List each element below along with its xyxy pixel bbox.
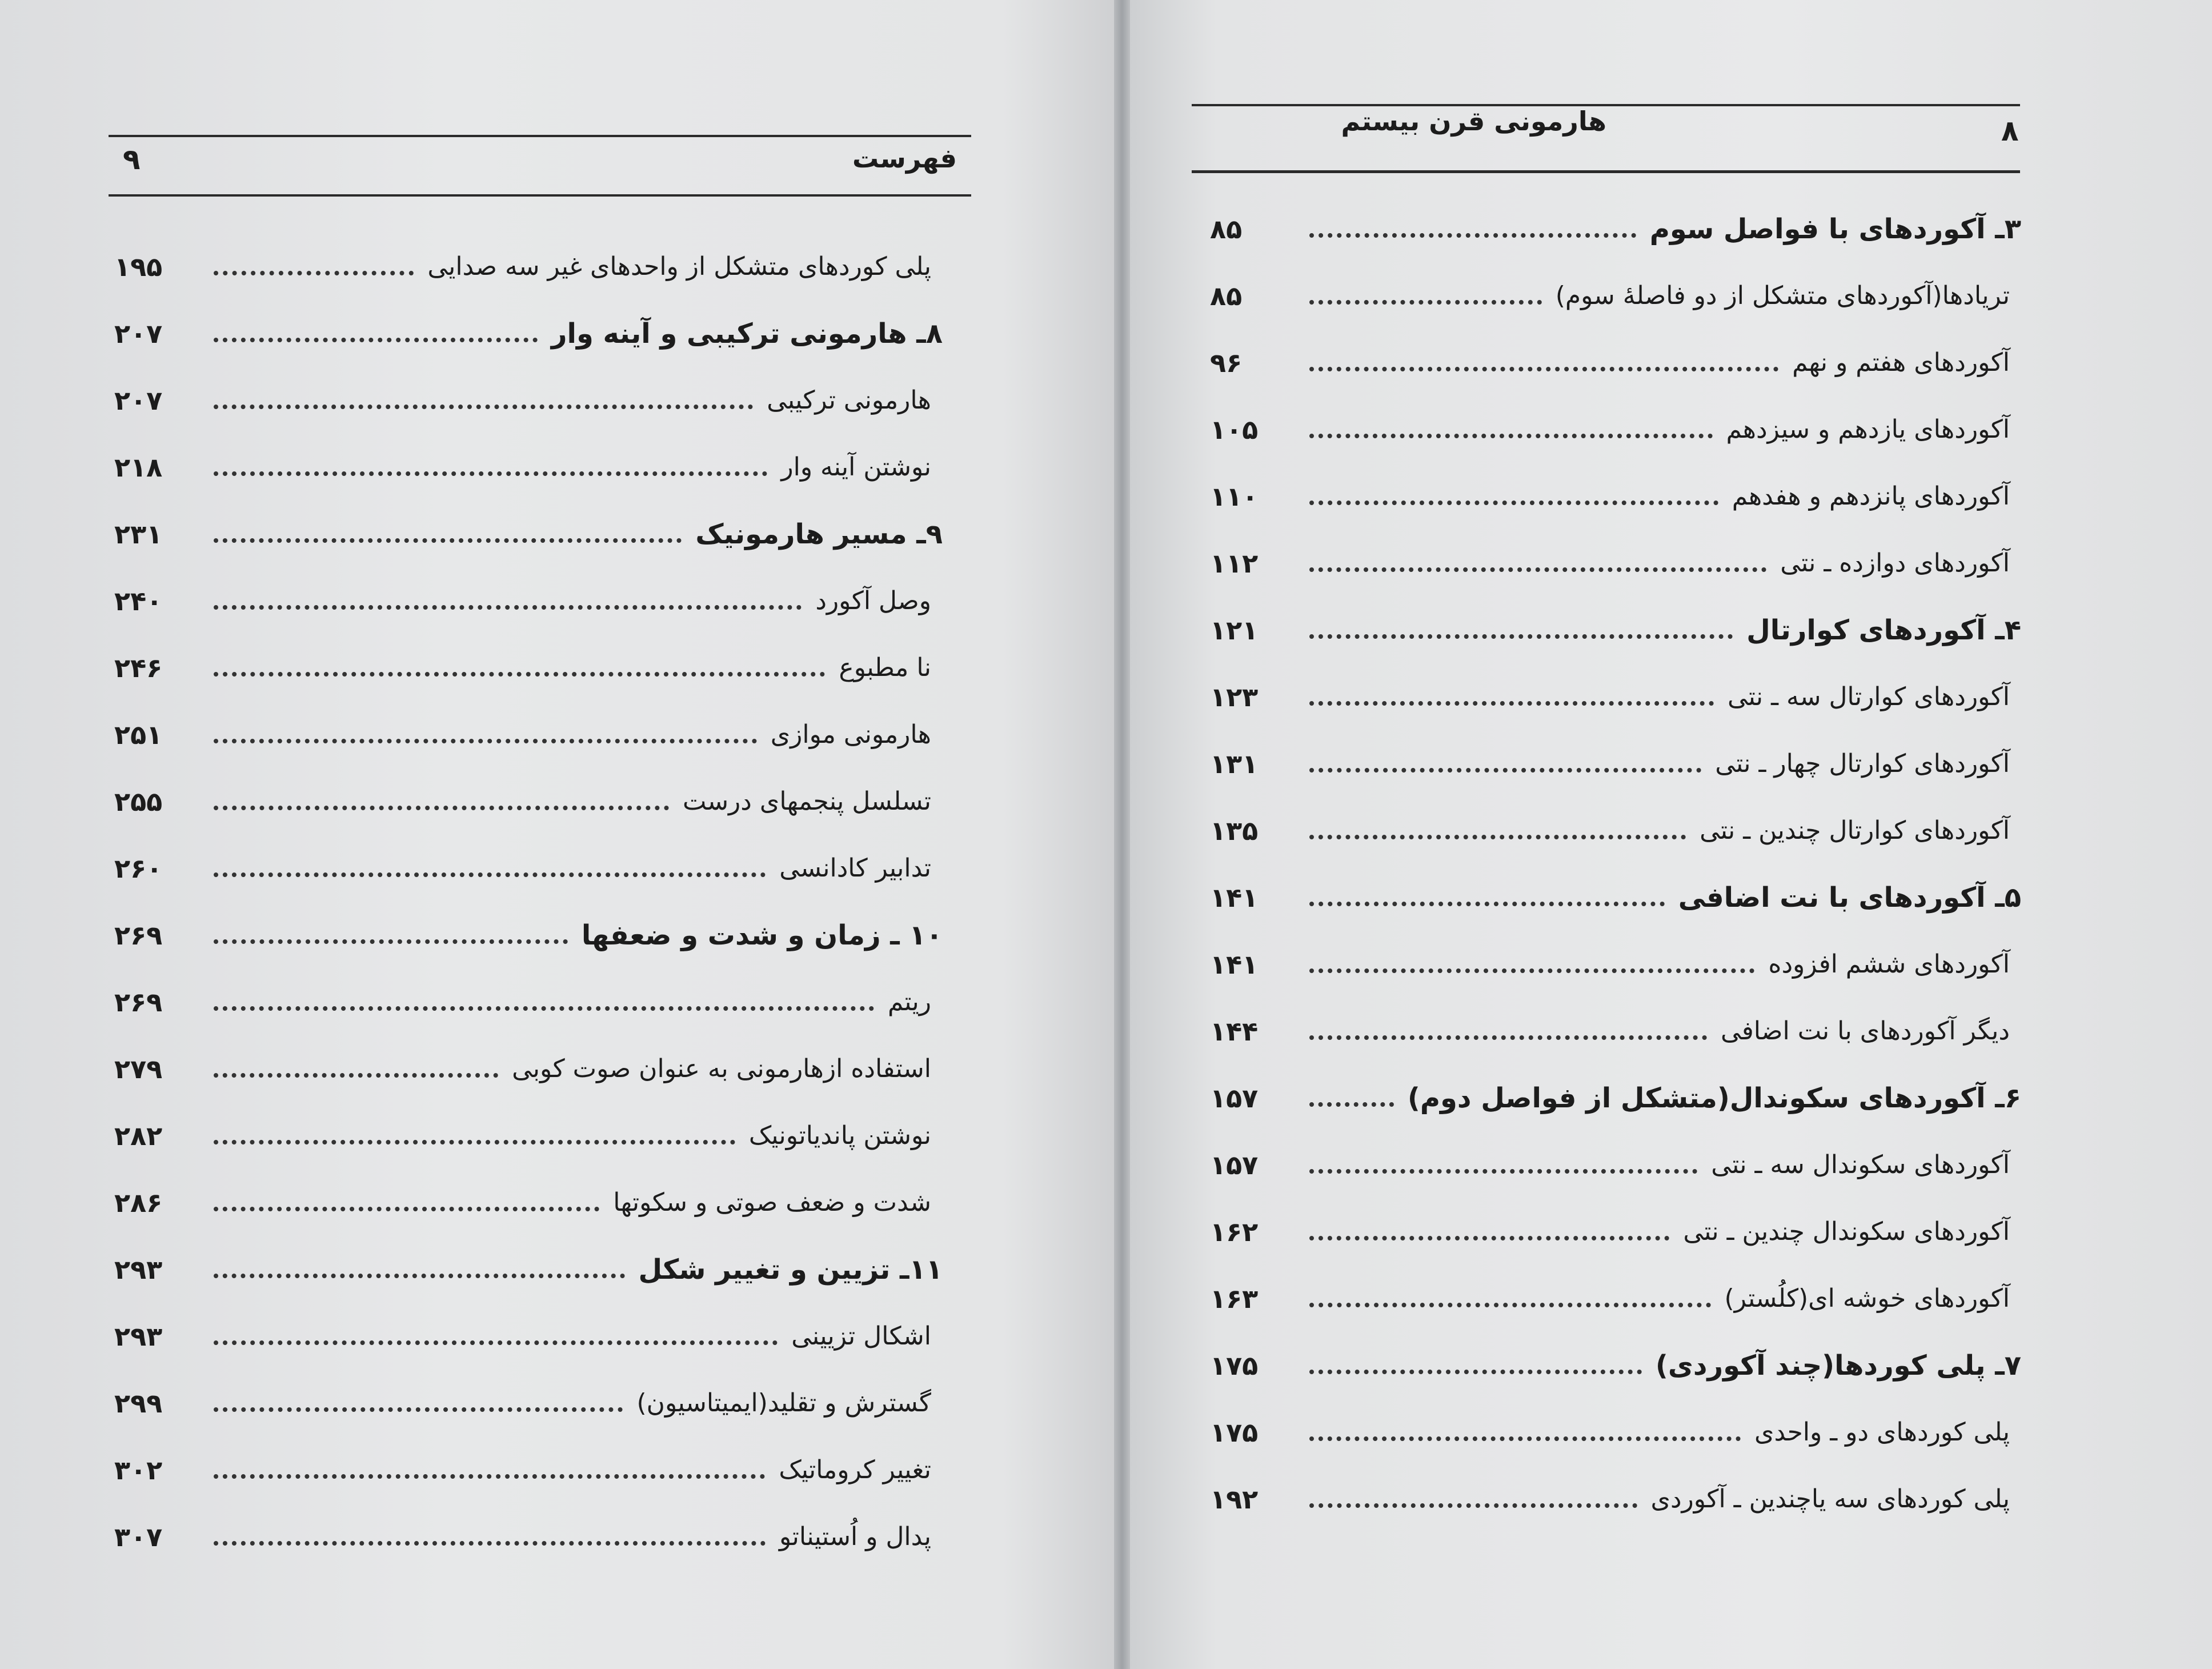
chapter-title: ۶ـ آکوردهای سکوندال(متشکل از فواصل دوم) — [1407, 1082, 2021, 1114]
section-title: آکوردهای ششم افزوده — [1768, 950, 2010, 979]
page-number-ref: ۲۳۱ — [114, 518, 163, 550]
page-number-ref: ۲۵۵ — [114, 786, 163, 817]
dot-leader — [1309, 1370, 1642, 1374]
dot-leader — [1309, 968, 1754, 973]
toc-entry — [1210, 530, 2021, 597]
section-title: آکوردهای یازدهم و سیزدهم — [1726, 415, 2010, 444]
dot-leader — [214, 939, 568, 944]
header-top-rule — [109, 135, 971, 137]
dot-leader — [1309, 367, 1778, 371]
toc-entry — [114, 233, 943, 300]
page-number-ref: ۲۹۳ — [114, 1320, 163, 1352]
toc-entry — [1210, 262, 2021, 329]
page-number-ref: ۱۰۵ — [1210, 414, 1259, 445]
page-number-ref: ۱۶۳ — [1210, 1283, 1259, 1314]
dot-leader — [214, 605, 802, 610]
section-title: گسترش و تقلید(ایمیتاسیون) — [636, 1388, 931, 1418]
toc-entry — [114, 968, 943, 1035]
page-number-ref: ۱۹۵ — [114, 251, 163, 282]
toc-entry — [1210, 1265, 2021, 1332]
dot-leader — [214, 672, 825, 677]
dot-leader — [214, 739, 757, 743]
chapter-title: ۹ـ مسیر هارمونیک — [695, 518, 943, 550]
page-number-ref: ۸۵ — [1210, 280, 1243, 311]
page-number-ref: ۲۶۹ — [114, 986, 163, 1018]
toc-entry — [1210, 663, 2021, 730]
dot-leader — [214, 806, 669, 810]
page-number-ref: ۱۴۱ — [1210, 882, 1259, 913]
toc-entry — [114, 1303, 943, 1370]
toc-entry — [114, 835, 943, 902]
dot-leader — [1309, 501, 1718, 505]
table-of-contents — [1210, 195, 2021, 1532]
dot-leader — [214, 271, 414, 275]
section-title: نوشتن پاندیاتونیک — [748, 1121, 931, 1150]
page-number-ref: ۲۰۷ — [114, 385, 163, 416]
toc-entry — [114, 1236, 943, 1303]
toc-entry — [114, 902, 943, 968]
section-title: اشکال تزیینی — [791, 1322, 931, 1351]
section-title: نوشتن آینه وار — [781, 453, 931, 482]
toc-entry — [114, 1370, 943, 1436]
section-title: تسلسل پنجمهای درست — [682, 787, 931, 816]
toc-entry — [114, 1169, 943, 1236]
toc-entry — [1210, 864, 2021, 931]
dot-leader — [1309, 233, 1636, 238]
running-head: هارمونی قرن بیستم — [1341, 106, 1606, 137]
page-number-ref: ۲۸۶ — [114, 1187, 163, 1218]
section-title: وصل آکورد — [815, 586, 931, 615]
page-number-ref: ۲۸۲ — [114, 1120, 163, 1151]
section-title: استفاده ازهارمونی به عنوان صوت کوبی — [512, 1054, 931, 1083]
chapter-title: ۱۱ـ تزیین و تغییر شکل — [638, 1253, 943, 1286]
chapter-title: ۴ـ آکوردهای کوارتال — [1746, 614, 2021, 646]
page-number-ref: ۱۷۵ — [1210, 1350, 1259, 1381]
dot-leader — [1309, 567, 1766, 572]
section-title: تریادها(آکوردهای متشکل از دو فاصلهٔ سوم) — [1555, 281, 2010, 310]
section-title: هارمونی ترکیبی — [767, 386, 931, 415]
toc-entry — [1210, 329, 2021, 396]
header-bottom-rule — [109, 194, 971, 197]
dot-leader — [214, 1340, 778, 1345]
toc-entry — [114, 701, 943, 768]
section-title: ریتم — [887, 987, 931, 1016]
toc-entry — [1210, 195, 2021, 262]
page-number-ref: ۱۲۱ — [1210, 614, 1259, 646]
chapter-title: ۳ـ آکوردهای با فواصل سوم — [1649, 213, 2021, 245]
dot-leader — [1309, 300, 1542, 305]
toc-entry — [114, 634, 943, 701]
section-title: آکوردهای خوشه ای(کلُستر) — [1724, 1284, 2010, 1313]
chapter-title: ۸ـ هارمونی ترکیبی و آینه وار — [551, 317, 943, 350]
section-title: آکوردهای کوارتال سه ـ نتی — [1727, 682, 2010, 711]
page-number-ref: ۱۱۲ — [1210, 547, 1259, 579]
page-number-ref: ۱۴۱ — [1210, 948, 1259, 980]
dot-leader — [1309, 701, 1714, 706]
chapter-title: ۵ـ آکوردهای با نت اضافی — [1678, 881, 2021, 914]
toc-entry — [1210, 597, 2021, 663]
dot-leader — [214, 338, 538, 342]
dot-leader — [214, 405, 753, 409]
page-number-ref: ۲۷۹ — [114, 1053, 163, 1084]
dot-leader — [214, 538, 682, 543]
section-title: شدت و ضعف صوتی و سکوتها — [613, 1188, 931, 1217]
toc-entry — [1210, 797, 2021, 864]
toc-entry — [1210, 998, 2021, 1064]
dot-leader — [1309, 634, 1733, 639]
page-number-ref: ۱۴۴ — [1210, 1015, 1259, 1047]
section-title: آکوردهای پانزدهم و هفدهم — [1732, 482, 2010, 511]
dot-leader — [1309, 1102, 1394, 1107]
dot-leader — [214, 1474, 765, 1479]
dot-leader — [214, 471, 767, 476]
toc-entry — [1210, 1198, 2021, 1265]
page-number-ref: ۲۵۱ — [114, 719, 163, 750]
dot-leader — [214, 1006, 874, 1011]
toc-entry — [1210, 1131, 2021, 1198]
page-number-ref: ۱۶۲ — [1210, 1216, 1259, 1247]
toc-entry — [114, 1035, 943, 1102]
page-number-ref: ۲۴۶ — [114, 652, 163, 683]
dot-leader — [1309, 835, 1686, 839]
chapter-title: ۷ـ پلی کوردها(چند آکوردی) — [1655, 1349, 2021, 1382]
section-title: دیگر آکوردهای با نت اضافی — [1721, 1016, 2010, 1046]
book-spine — [1114, 0, 1130, 1669]
right-page — [1130, 0, 2212, 1669]
section-title: آکوردهای کوارتال چهار ـ نتی — [1715, 749, 2010, 778]
dot-leader — [1309, 1503, 1637, 1508]
page-number-ref: ۲۴۰ — [114, 585, 163, 617]
toc-entry — [114, 1436, 943, 1503]
page-number-ref: ۲۹۳ — [114, 1254, 163, 1285]
section-title: آکوردهای کوارتال چندین ـ نتی — [1700, 816, 2010, 845]
section-title: پلی کوردهای دو ـ واحدی — [1754, 1418, 2010, 1447]
section-title: آکوردهای سکوندال چندین ـ نتی — [1683, 1217, 2010, 1246]
page-number: ۸ — [2001, 114, 2019, 147]
dot-leader — [1309, 434, 1713, 438]
page-number-ref: ۳۰۲ — [114, 1454, 163, 1486]
toc-entry — [114, 768, 943, 835]
dot-leader — [214, 1073, 498, 1078]
section-title: آکوردهای سکوندال سه ـ نتی — [1711, 1150, 2010, 1179]
toc-entry — [1210, 1332, 2021, 1399]
page-number: ۹ — [123, 143, 141, 176]
toc-entry — [1210, 931, 2021, 998]
dot-leader — [1309, 1236, 1669, 1240]
running-head: فهرست — [852, 143, 957, 174]
dot-leader — [214, 1541, 766, 1546]
page-number-ref: ۲۰۷ — [114, 318, 163, 349]
page-number-ref: ۲۶۰ — [114, 852, 163, 884]
section-title: آکوردهای دوازده ـ نتی — [1780, 549, 2010, 578]
page-number-ref: ۹۶ — [1210, 347, 1243, 378]
toc-entry — [1210, 463, 2021, 530]
dot-leader — [1309, 1035, 1707, 1040]
dot-leader — [214, 1407, 623, 1412]
toc-entry — [114, 501, 943, 567]
toc-entry — [114, 367, 943, 434]
toc-entry — [114, 1102, 943, 1169]
page-number-ref: ۱۳۱ — [1210, 748, 1259, 779]
section-title: تغییر کروماتیک — [779, 1455, 931, 1484]
dot-leader — [214, 1140, 735, 1144]
chapter-title: ۱۰ ـ زمان و شدت و ضعفها — [581, 919, 943, 951]
dot-leader — [1309, 1169, 1697, 1174]
dot-leader — [1309, 1436, 1741, 1441]
page-number-ref: ۱۹۲ — [1210, 1483, 1259, 1515]
page-number-ref: ۱۵۷ — [1210, 1082, 1259, 1114]
page-number-ref: ۲۶۹ — [114, 919, 163, 951]
section-title: نا مطبوع — [839, 653, 931, 682]
section-title: هارمونی موازی — [770, 720, 931, 749]
page-number-ref: ۳۰۷ — [114, 1521, 163, 1552]
section-title: آکوردهای هفتم و نهم — [1792, 348, 2010, 377]
section-title: پلی کوردهای متشکل از واحدهای غیر سه صدایی — [427, 252, 931, 281]
table-of-contents — [114, 233, 943, 1570]
toc-entry — [114, 1503, 943, 1570]
dot-leader — [214, 872, 766, 877]
toc-entry — [1210, 1064, 2021, 1131]
toc-entry — [114, 434, 943, 501]
section-title: پلی کوردهای سه یاچندین ـ آکوردی — [1650, 1484, 2010, 1514]
toc-entry — [1210, 1466, 2021, 1532]
page-number-ref: ۲۹۹ — [114, 1387, 163, 1419]
page-number-ref: ۱۲۳ — [1210, 681, 1259, 713]
page-number-ref: ۲۱۸ — [114, 451, 163, 483]
page-number-ref: ۱۳۵ — [1210, 815, 1259, 846]
dot-leader — [1309, 768, 1701, 773]
toc-entry — [114, 567, 943, 634]
page-number-ref: ۸۵ — [1210, 213, 1243, 245]
section-title: تدابیر کادانسی — [779, 854, 931, 883]
page-number-ref: ۱۱۰ — [1210, 481, 1259, 512]
dot-leader — [1309, 902, 1665, 906]
section-title: پدال و اُستیناتو — [779, 1522, 931, 1551]
dot-leader — [1309, 1303, 1711, 1307]
header-bottom-rule — [1192, 170, 2020, 173]
toc-entry — [1210, 396, 2021, 463]
dot-leader — [214, 1274, 625, 1278]
toc-entry — [1210, 1399, 2021, 1466]
page-number-ref: ۱۵۷ — [1210, 1149, 1259, 1180]
dot-leader — [214, 1207, 599, 1211]
toc-entry — [1210, 730, 2021, 797]
toc-entry — [114, 300, 943, 367]
page-number-ref: ۱۷۵ — [1210, 1416, 1259, 1448]
